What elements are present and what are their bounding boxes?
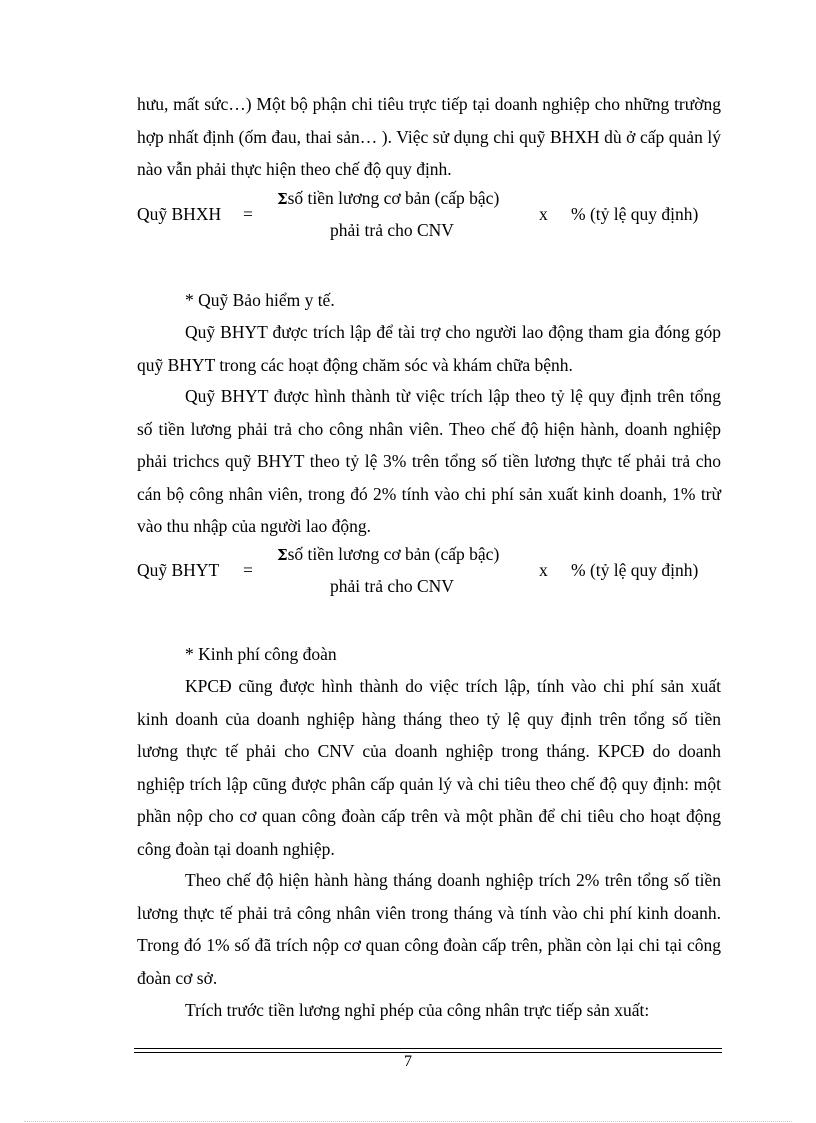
formula-rate: % (tỷ lệ quy định): [571, 204, 699, 224]
heading-health-insurance: * Quỹ Bảo hiểm y tế.: [185, 290, 335, 310]
formula-numerator: [277, 188, 499, 209]
formula-bhxh: [0, 188, 816, 258]
sigma-symbol: Σ: [277, 546, 288, 564]
formula-equals: =: [243, 560, 253, 580]
formula-bhyt: [0, 544, 816, 614]
paragraph-leave-accrual: Trích trước tiền lương nghỉ phép của công nhân trực tiếp sản xuất:: [185, 1000, 650, 1020]
formula-equals: =: [243, 204, 253, 224]
formula-denominator: phải trả cho CNV: [330, 576, 454, 596]
formula-rate: % (tỷ lệ quy định): [571, 560, 699, 580]
sigma-symbol: Σ: [277, 190, 288, 208]
page-number: 7: [404, 1053, 412, 1070]
page-edge-divider: [24, 1121, 792, 1122]
footer-rule-top: [134, 1048, 722, 1049]
heading-union-fund: * Kinh phí công đoàn: [185, 644, 337, 664]
formula-label: Quỹ BHYT: [137, 560, 220, 580]
formula-times: x: [539, 560, 548, 580]
formula-denominator: phải trả cho CNV: [330, 220, 454, 240]
numerator-text: số tiền lương cơ bản (cấp bậc): [287, 544, 500, 564]
paragraph-kpcd-formation: KPCĐ cũng được hình thành do việc trích lập, tính vào chi phí sản xuất kinh doanh của doanh nghiệp hàng tháng theo tỷ lệ quy định trên tổng số tiền lương thực tế phải cho CNV của doanh nghiệp trong tháng. KPCĐ do doanh nghiệp trích lập cũng được phân cấp quản lý và chi tiêu theo chế độ quy định: một phần nộp cho cơ quan công đoàn cấp trên và một phần để chi tiêu cho hoạt động công đoàn tại doanh nghiệp.: [137, 676, 721, 859]
formula-numerator: [277, 544, 499, 565]
formula-label: Quỹ BHXH: [137, 204, 222, 224]
paragraph-kpcd-rate: Theo chế độ hiện hành hàng tháng doanh nghiệp trích 2% trên tổng số tiền lương thực tế phải trả công nhân viên trong tháng và tính vào chi phí kinh doanh. Trong đó 1% số đã trích nộp cơ quan công đoàn cấp trên, phần còn lại chi tại công đoàn cơ sở.: [137, 870, 721, 988]
numerator-text: số tiền lương cơ bản (cấp bậc): [287, 188, 500, 208]
paragraph-bhxh-usage: hưu, mất sức…) Một bộ phận chi tiêu trực tiếp tại doanh nghiệp cho những trường hợp nhất định (ốm đau, thai sản… ). Việc sử dụng chi quỹ BHXH dù ở cấp quản lý nào vẫn phải thực hiện theo chế độ quy định.: [137, 94, 721, 179]
formula-times: x: [539, 204, 548, 224]
paragraph-bhyt-formation: Quỹ BHYT được hình thành từ việc trích lập theo tỷ lệ quy định trên tổng số tiền lương phải trả cho công nhân viên. Theo chế độ hiện hành, doanh nghiệp phải trichcs quỹ BHYT theo tỷ lệ 3% trên tổng số tiền lương thực tế phải trả cho cán bộ công nhân viên, trong đó 2% tính vào chi phí sản xuất kinh doanh, 1% trừ vào thu nhập của người lao động.: [137, 386, 721, 536]
paragraph-bhyt-purpose: Quỹ BHYT được trích lập để tài trợ cho người lao động tham gia đóng góp quỹ BHYT trong các hoạt động chăm sóc và khám chữa bệnh.: [137, 322, 721, 375]
